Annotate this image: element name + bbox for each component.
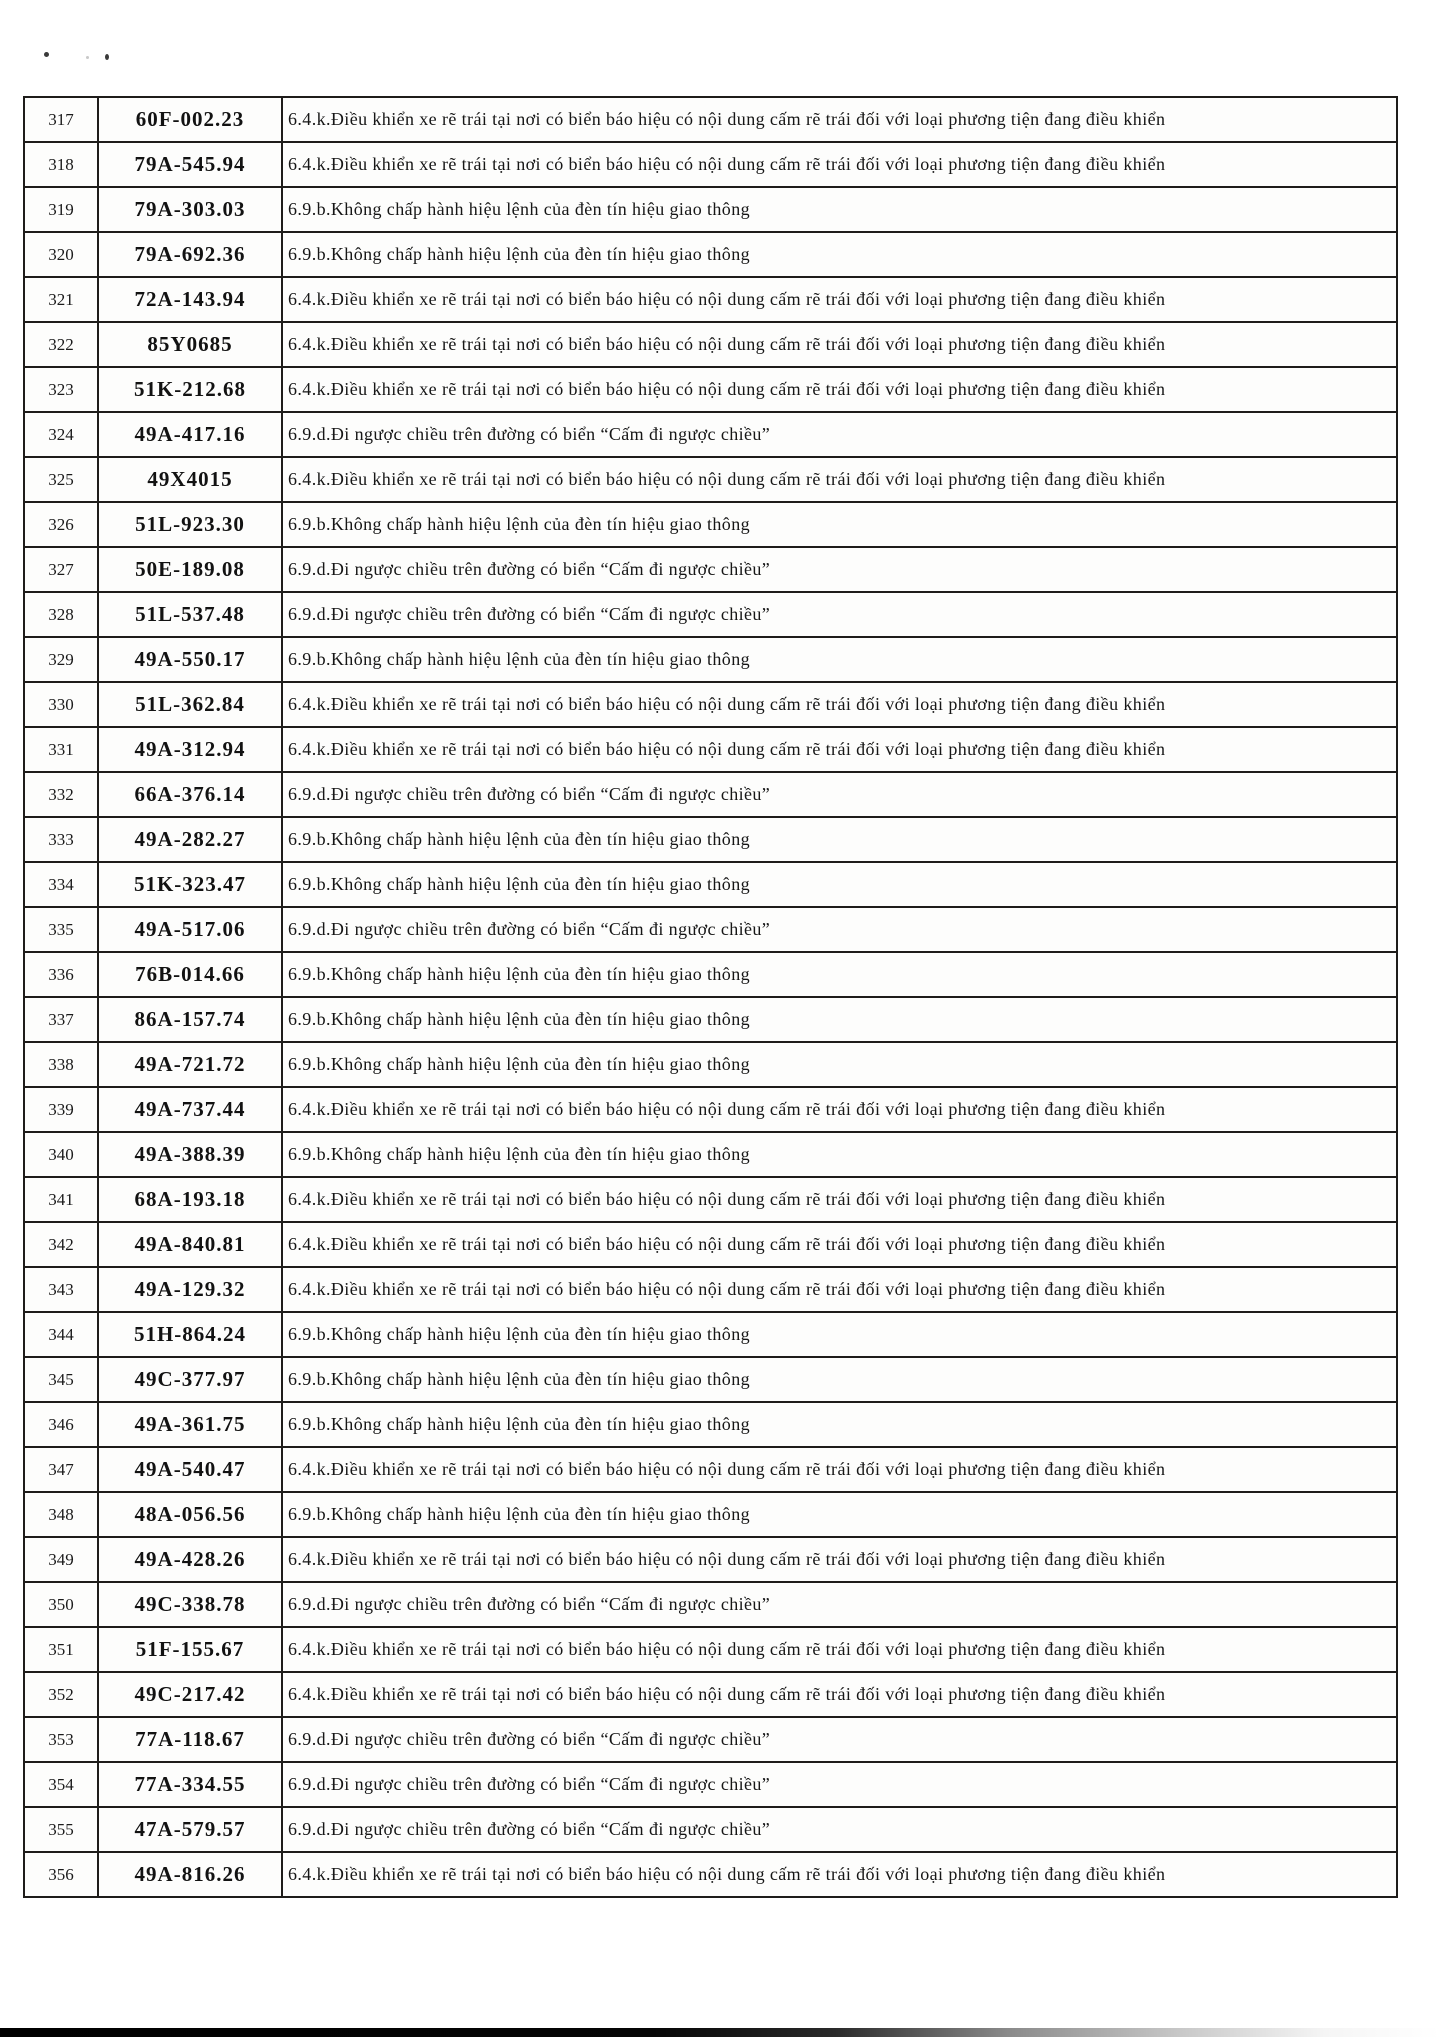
row-number-cell: 326 [24, 502, 98, 547]
table-row [24, 1447, 1397, 1492]
row-number-cell: 333 [24, 817, 98, 862]
license-plate-cell: 49A-417.16 [98, 412, 282, 457]
license-plate-cell: 51K-212.68 [98, 367, 282, 412]
violation-description-cell: 6.9.b.Không chấp hành hiệu lệnh của đèn tín hiệu giao thông [282, 1042, 1397, 1087]
row-number-cell: 355 [24, 1807, 98, 1852]
license-plate-cell: 68A-193.18 [98, 1177, 282, 1222]
license-plate-cell: 49A-282.27 [98, 817, 282, 862]
table-row [24, 862, 1397, 907]
violation-description-cell: 6.9.d.Đi ngược chiều trên đường có biển “Cấm đi ngược chiều” [282, 547, 1397, 592]
violation-table-body [24, 97, 1397, 1897]
license-plate-cell: 86A-157.74 [98, 997, 282, 1042]
row-number-cell: 335 [24, 907, 98, 952]
table-row [24, 1267, 1397, 1312]
table-row [24, 907, 1397, 952]
violation-description-cell: 6.9.b.Không chấp hành hiệu lệnh của đèn tín hiệu giao thông [282, 502, 1397, 547]
violation-description-cell: 6.4.k.Điều khiển xe rẽ trái tại nơi có biển báo hiệu có nội dung cấm rẽ trái đối với loại phương tiện đang điều khiển [282, 97, 1397, 142]
row-number-cell: 346 [24, 1402, 98, 1447]
license-plate-cell: 49X4015 [98, 457, 282, 502]
row-number-cell: 325 [24, 457, 98, 502]
license-plate-cell: 77A-118.67 [98, 1717, 282, 1762]
license-plate-cell: 49A-550.17 [98, 637, 282, 682]
license-plate-cell: 49A-129.32 [98, 1267, 282, 1312]
row-number-cell: 354 [24, 1762, 98, 1807]
table-row [24, 1222, 1397, 1267]
license-plate-cell: 49A-428.26 [98, 1537, 282, 1582]
table-row [24, 682, 1397, 727]
table-row [24, 1177, 1397, 1222]
table-row [24, 772, 1397, 817]
row-number-cell: 343 [24, 1267, 98, 1312]
license-plate-cell: 49C-217.42 [98, 1672, 282, 1717]
violation-description-cell: 6.9.b.Không chấp hành hiệu lệnh của đèn tín hiệu giao thông [282, 862, 1397, 907]
license-plate-cell: 49C-377.97 [98, 1357, 282, 1402]
license-plate-cell: 51L-923.30 [98, 502, 282, 547]
row-number-cell: 352 [24, 1672, 98, 1717]
license-plate-cell: 51H-864.24 [98, 1312, 282, 1357]
violation-description-cell: 6.9.b.Không chấp hành hiệu lệnh của đèn tín hiệu giao thông [282, 187, 1397, 232]
table-row [24, 412, 1397, 457]
license-plate-cell: 50E-189.08 [98, 547, 282, 592]
table-row [24, 592, 1397, 637]
table-row [24, 1807, 1397, 1852]
table-row [24, 187, 1397, 232]
violation-description-cell: 6.4.k.Điều khiển xe rẽ trái tại nơi có biển báo hiệu có nội dung cấm rẽ trái đối với loại phương tiện đang điều khiển [282, 367, 1397, 412]
license-plate-cell: 49A-540.47 [98, 1447, 282, 1492]
table-row [24, 952, 1397, 997]
row-number-cell: 347 [24, 1447, 98, 1492]
license-plate-cell: 51F-155.67 [98, 1627, 282, 1672]
row-number-cell: 327 [24, 547, 98, 592]
row-number-cell: 342 [24, 1222, 98, 1267]
table-row [24, 502, 1397, 547]
license-plate-cell: 49A-312.94 [98, 727, 282, 772]
table-row [24, 1087, 1397, 1132]
table-row [24, 547, 1397, 592]
table-row [24, 1402, 1397, 1447]
row-number-cell: 329 [24, 637, 98, 682]
violation-description-cell: 6.4.k.Điều khiển xe rẽ trái tại nơi có biển báo hiệu có nội dung cấm rẽ trái đối với loại phương tiện đang điều khiển [282, 727, 1397, 772]
violation-description-cell: 6.4.k.Điều khiển xe rẽ trái tại nơi có biển báo hiệu có nội dung cấm rẽ trái đối với loại phương tiện đang điều khiển [282, 1627, 1397, 1672]
table-row [24, 97, 1397, 142]
violation-table [23, 96, 1398, 1898]
table-row [24, 1492, 1397, 1537]
violation-description-cell: 6.4.k.Điều khiển xe rẽ trái tại nơi có biển báo hiệu có nội dung cấm rẽ trái đối với loại phương tiện đang điều khiển [282, 1087, 1397, 1132]
license-plate-cell: 48A-056.56 [98, 1492, 282, 1537]
row-number-cell: 350 [24, 1582, 98, 1627]
violation-description-cell: 6.4.k.Điều khiển xe rẽ trái tại nơi có biển báo hiệu có nội dung cấm rẽ trái đối với loại phương tiện đang điều khiển [282, 142, 1397, 187]
row-number-cell: 337 [24, 997, 98, 1042]
row-number-cell: 351 [24, 1627, 98, 1672]
license-plate-cell: 49A-737.44 [98, 1087, 282, 1132]
license-plate-cell: 60F-002.23 [98, 97, 282, 142]
license-plate-cell: 47A-579.57 [98, 1807, 282, 1852]
row-number-cell: 332 [24, 772, 98, 817]
violation-description-cell: 6.9.b.Không chấp hành hiệu lệnh của đèn tín hiệu giao thông [282, 232, 1397, 277]
violation-description-cell: 6.9.b.Không chấp hành hiệu lệnh của đèn tín hiệu giao thông [282, 952, 1397, 997]
row-number-cell: 349 [24, 1537, 98, 1582]
violation-description-cell: 6.9.d.Đi ngược chiều trên đường có biển “Cấm đi ngược chiều” [282, 1762, 1397, 1807]
license-plate-cell: 66A-376.14 [98, 772, 282, 817]
violation-description-cell: 6.4.k.Điều khiển xe rẽ trái tại nơi có biển báo hiệu có nội dung cấm rẽ trái đối với loại phương tiện đang điều khiển [282, 1222, 1397, 1267]
row-number-cell: 319 [24, 187, 98, 232]
table-row [24, 1762, 1397, 1807]
table-row [24, 817, 1397, 862]
violation-description-cell: 6.4.k.Điều khiển xe rẽ trái tại nơi có biển báo hiệu có nội dung cấm rẽ trái đối với loại phương tiện đang điều khiển [282, 1447, 1397, 1492]
row-number-cell: 345 [24, 1357, 98, 1402]
row-number-cell: 331 [24, 727, 98, 772]
violation-description-cell: 6.4.k.Điều khiển xe rẽ trái tại nơi có biển báo hiệu có nội dung cấm rẽ trái đối với loại phương tiện đang điều khiển [282, 322, 1397, 367]
violation-description-cell: 6.4.k.Điều khiển xe rẽ trái tại nơi có biển báo hiệu có nội dung cấm rẽ trái đối với loại phương tiện đang điều khiển [282, 1177, 1397, 1222]
row-number-cell: 318 [24, 142, 98, 187]
license-plate-cell: 51K-323.47 [98, 862, 282, 907]
violation-description-cell: 6.9.b.Không chấp hành hiệu lệnh của đèn tín hiệu giao thông [282, 637, 1397, 682]
scan-artifact-dot [86, 56, 89, 59]
license-plate-cell: 49A-816.26 [98, 1852, 282, 1897]
violation-description-cell: 6.9.d.Đi ngược chiều trên đường có biển “Cấm đi ngược chiều” [282, 412, 1397, 457]
scan-edge-bar [0, 2028, 1440, 2037]
table-row [24, 1717, 1397, 1762]
violation-description-cell: 6.9.d.Đi ngược chiều trên đường có biển “Cấm đi ngược chiều” [282, 1582, 1397, 1627]
row-number-cell: 330 [24, 682, 98, 727]
license-plate-cell: 85Y0685 [98, 322, 282, 367]
row-number-cell: 321 [24, 277, 98, 322]
violation-description-cell: 6.9.b.Không chấp hành hiệu lệnh của đèn tín hiệu giao thông [282, 1402, 1397, 1447]
license-plate-cell: 79A-545.94 [98, 142, 282, 187]
violation-description-cell: 6.9.b.Không chấp hành hiệu lệnh của đèn tín hiệu giao thông [282, 1132, 1397, 1177]
license-plate-cell: 72A-143.94 [98, 277, 282, 322]
row-number-cell: 341 [24, 1177, 98, 1222]
license-plate-cell: 49A-361.75 [98, 1402, 282, 1447]
license-plate-cell: 49A-840.81 [98, 1222, 282, 1267]
license-plate-cell: 79A-692.36 [98, 232, 282, 277]
violation-description-cell: 6.4.k.Điều khiển xe rẽ trái tại nơi có biển báo hiệu có nội dung cấm rẽ trái đối với loại phương tiện đang điều khiển [282, 1672, 1397, 1717]
row-number-cell: 348 [24, 1492, 98, 1537]
table-row [24, 1672, 1397, 1717]
table-row [24, 1042, 1397, 1087]
table-row [24, 1852, 1397, 1897]
license-plate-cell: 79A-303.03 [98, 187, 282, 232]
row-number-cell: 324 [24, 412, 98, 457]
license-plate-cell: 49C-338.78 [98, 1582, 282, 1627]
table-row [24, 457, 1397, 502]
scan-artifact-dot [105, 54, 109, 60]
license-plate-cell: 51L-362.84 [98, 682, 282, 727]
row-number-cell: 322 [24, 322, 98, 367]
violation-description-cell: 6.9.d.Đi ngược chiều trên đường có biển “Cấm đi ngược chiều” [282, 907, 1397, 952]
row-number-cell: 344 [24, 1312, 98, 1357]
violation-description-cell: 6.4.k.Điều khiển xe rẽ trái tại nơi có biển báo hiệu có nội dung cấm rẽ trái đối với loại phương tiện đang điều khiển [282, 682, 1397, 727]
table-row [24, 1357, 1397, 1402]
license-plate-cell: 77A-334.55 [98, 1762, 282, 1807]
row-number-cell: 320 [24, 232, 98, 277]
row-number-cell: 338 [24, 1042, 98, 1087]
scan-artifact-dot [44, 52, 49, 57]
row-number-cell: 340 [24, 1132, 98, 1177]
license-plate-cell: 51L-537.48 [98, 592, 282, 637]
violation-description-cell: 6.9.d.Đi ngược chiều trên đường có biển “Cấm đi ngược chiều” [282, 772, 1397, 817]
violation-description-cell: 6.9.d.Đi ngược chiều trên đường có biển “Cấm đi ngược chiều” [282, 1807, 1397, 1852]
table-row [24, 277, 1397, 322]
violation-description-cell: 6.9.b.Không chấp hành hiệu lệnh của đèn tín hiệu giao thông [282, 1312, 1397, 1357]
row-number-cell: 336 [24, 952, 98, 997]
violation-description-cell: 6.4.k.Điều khiển xe rẽ trái tại nơi có biển báo hiệu có nội dung cấm rẽ trái đối với loại phương tiện đang điều khiển [282, 1852, 1397, 1897]
violation-description-cell: 6.9.b.Không chấp hành hiệu lệnh của đèn tín hiệu giao thông [282, 1492, 1397, 1537]
license-plate-cell: 49A-517.06 [98, 907, 282, 952]
table-row [24, 232, 1397, 277]
row-number-cell: 328 [24, 592, 98, 637]
row-number-cell: 339 [24, 1087, 98, 1132]
table-row [24, 1537, 1397, 1582]
table-row [24, 367, 1397, 412]
row-number-cell: 334 [24, 862, 98, 907]
row-number-cell: 323 [24, 367, 98, 412]
violation-description-cell: 6.9.b.Không chấp hành hiệu lệnh của đèn tín hiệu giao thông [282, 997, 1397, 1042]
violation-description-cell: 6.9.d.Đi ngược chiều trên đường có biển “Cấm đi ngược chiều” [282, 592, 1397, 637]
license-plate-cell: 49A-721.72 [98, 1042, 282, 1087]
violation-description-cell: 6.9.b.Không chấp hành hiệu lệnh của đèn tín hiệu giao thông [282, 817, 1397, 862]
table-row [24, 1312, 1397, 1357]
violation-description-cell: 6.4.k.Điều khiển xe rẽ trái tại nơi có biển báo hiệu có nội dung cấm rẽ trái đối với loại phương tiện đang điều khiển [282, 277, 1397, 322]
table-row [24, 142, 1397, 187]
table-row [24, 1627, 1397, 1672]
violation-description-cell: 6.4.k.Điều khiển xe rẽ trái tại nơi có biển báo hiệu có nội dung cấm rẽ trái đối với loại phương tiện đang điều khiển [282, 1537, 1397, 1582]
row-number-cell: 356 [24, 1852, 98, 1897]
violation-description-cell: 6.9.b.Không chấp hành hiệu lệnh của đèn tín hiệu giao thông [282, 1357, 1397, 1402]
table-row [24, 727, 1397, 772]
table-row [24, 322, 1397, 367]
row-number-cell: 317 [24, 97, 98, 142]
table-row [24, 997, 1397, 1042]
violation-description-cell: 6.4.k.Điều khiển xe rẽ trái tại nơi có biển báo hiệu có nội dung cấm rẽ trái đối với loại phương tiện đang điều khiển [282, 1267, 1397, 1312]
license-plate-cell: 49A-388.39 [98, 1132, 282, 1177]
violation-description-cell: 6.9.d.Đi ngược chiều trên đường có biển “Cấm đi ngược chiều” [282, 1717, 1397, 1762]
row-number-cell: 353 [24, 1717, 98, 1762]
table-row [24, 1582, 1397, 1627]
table-row [24, 1132, 1397, 1177]
violation-description-cell: 6.4.k.Điều khiển xe rẽ trái tại nơi có biển báo hiệu có nội dung cấm rẽ trái đối với loại phương tiện đang điều khiển [282, 457, 1397, 502]
table-row [24, 637, 1397, 682]
license-plate-cell: 76B-014.66 [98, 952, 282, 997]
